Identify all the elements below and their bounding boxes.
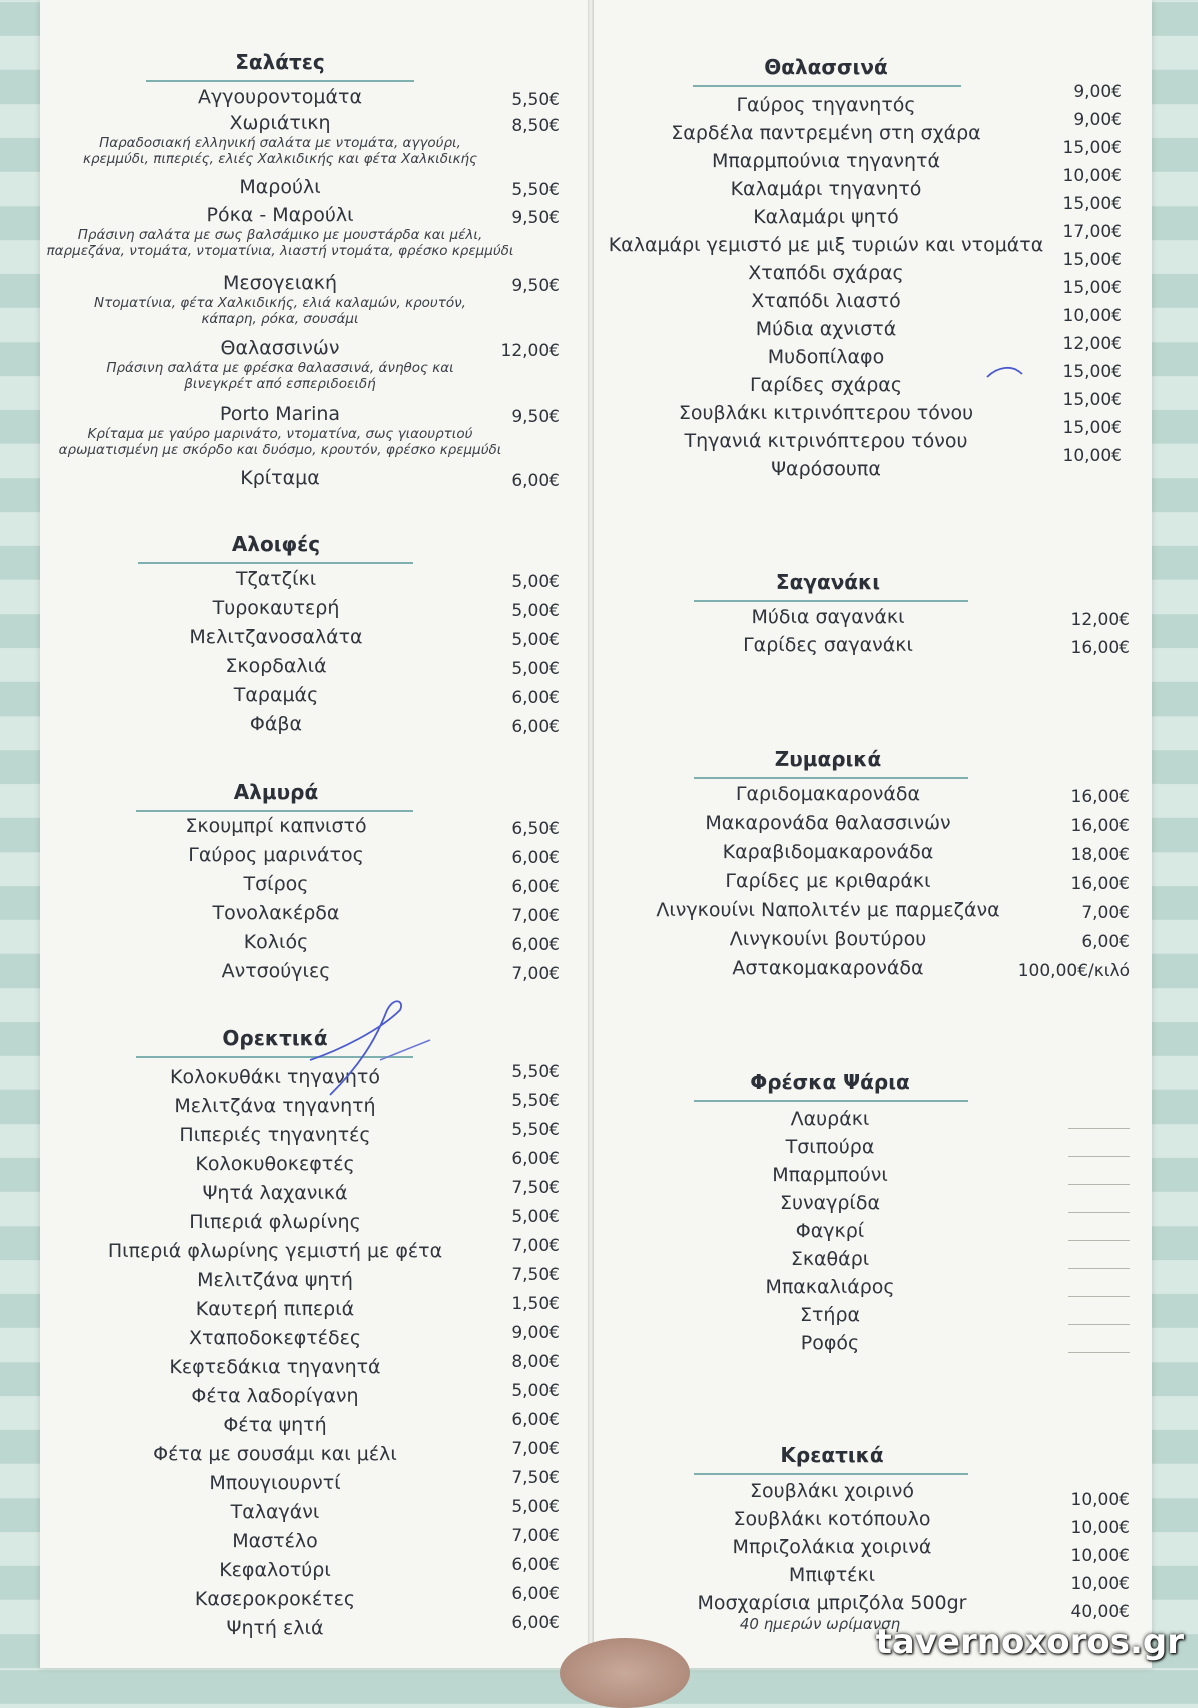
section-title: Αλμυρά <box>233 780 319 804</box>
menu-item-price: 6,00€ <box>511 1410 560 1430</box>
menu-item-name: Μακαρονάδα θαλασσινών <box>705 812 951 834</box>
menu-item-price: 12,00€ <box>1062 334 1122 354</box>
menu-item-price: 100,00€/κιλό <box>1017 961 1130 981</box>
menu-item-price: 10,00€ <box>1070 1546 1130 1566</box>
menu-item-price: 16,00€ <box>1070 787 1130 807</box>
menu-item-price: 9,00€ <box>1073 82 1122 102</box>
menu-item-price: 7,00€ <box>1081 903 1130 923</box>
menu-item-name: Καυτερή πιπεριά <box>195 1298 355 1320</box>
menu-item-name: Τσίρος <box>243 873 309 895</box>
menu-item-price: 15,00€ <box>1062 418 1122 438</box>
menu-item-price: 15,00€ <box>1062 138 1122 158</box>
section-rule <box>694 600 968 602</box>
menu-item-name: Πιπεριά φλωρίνης <box>189 1211 361 1233</box>
menu-item-price: 15,00€ <box>1062 390 1122 410</box>
menu-item-price: 6,00€ <box>511 688 560 708</box>
menu-item-name: Ψητή ελιά <box>226 1617 324 1639</box>
menu-item-price: 6,00€ <box>511 717 560 737</box>
menu-item-price: 16,00€ <box>1070 874 1130 894</box>
menu-item-price: 10,00€ <box>1062 446 1122 466</box>
menu-item-description: Πράσινη σαλάτα με φρέσκα θαλασσινά, άνηθος και <box>106 360 454 376</box>
price-blank-line <box>1068 1212 1130 1213</box>
menu-item-price: 9,50€ <box>511 276 560 296</box>
menu-item-price: 6,00€ <box>511 877 560 897</box>
section-title: Θαλασσινά <box>764 55 888 79</box>
menu-item-price: 5,00€ <box>511 630 560 650</box>
section-title: Φρέσκα Ψάρια <box>750 1070 910 1094</box>
menu-item-price: 10,00€ <box>1062 306 1122 326</box>
menu-item-price: 10,00€ <box>1070 1518 1130 1538</box>
menu-item-description: Πράσινη σαλάτα με σως βαλσάμικο με μουστάρδα και μέλι, <box>77 227 483 243</box>
menu-item-name: Χταπόδι σχάρας <box>748 262 904 284</box>
menu-item-price: 12,00€ <box>500 341 560 361</box>
section-rule <box>694 1473 968 1475</box>
menu-item-price: 17,00€ <box>1062 222 1122 242</box>
menu-item-price: 6,00€ <box>511 1584 560 1604</box>
menu-item-price: 7,50€ <box>511 1265 560 1285</box>
menu-item-price: 5,50€ <box>511 1062 560 1082</box>
section-title: Ορεκτικά <box>222 1026 328 1050</box>
menu-item-price: 7,00€ <box>511 1236 560 1256</box>
menu-item-price: 9,50€ <box>511 208 560 228</box>
menu-item-name: Μπαρμπούνια τηγανητά <box>711 150 941 172</box>
menu-item-name: Λινγκουίνι Ναπολιτέν με παρμεζάνα <box>656 899 1000 921</box>
menu-item-price: 6,00€ <box>511 935 560 955</box>
menu-item-name: Κολιός <box>243 931 309 953</box>
menu-item-name: Μπακαλιάρος <box>765 1276 895 1298</box>
menu-item-price: 5,00€ <box>511 1207 560 1227</box>
menu-item-name: Ταραμάς <box>233 684 319 706</box>
menu-item-price: 7,00€ <box>511 906 560 926</box>
menu-item-price: 6,00€ <box>511 1149 560 1169</box>
menu-item-name: Καλαμάρι γεμιστό με μιξ τυριών και ντομάτα <box>608 234 1044 256</box>
menu-item-price: 15,00€ <box>1062 362 1122 382</box>
menu-item-name: Σκουμπρί καπνιστό <box>185 815 367 837</box>
menu-item-name: Κολοκυθάκι τηγανητό <box>170 1066 380 1088</box>
menu-item-description: αρωματισμένη με σκόρδο και δυόσμο, κρουτόν, φρέσκο κρεμμύδι <box>58 442 502 458</box>
menu-item-description: Κρίταμα με γαύρο μαρινάτο, ντοματίνα, σως γιαουρτιού <box>87 426 473 442</box>
menu-item-name: Γαριδομακαρονάδα <box>735 783 921 805</box>
menu-item-name: Καραβιδομακαρονάδα <box>722 841 934 863</box>
menu-item-price: 5,50€ <box>511 1091 560 1111</box>
menu-item-name: Τζατζίκι <box>235 568 317 590</box>
menu-item-price: 16,00€ <box>1070 816 1130 836</box>
menu-item-name: Μυδοπίλαφο <box>767 346 885 368</box>
menu-item-name: Κεφτεδάκια τηγανητά <box>169 1356 381 1378</box>
menu-item-name: Γαύρος μαρινάτος <box>188 844 364 866</box>
menu-item-price: 10,00€ <box>1062 166 1122 186</box>
menu-item-name: Θαλασσινών <box>220 337 340 359</box>
menu-item-name: Φέτα ψητή <box>223 1414 327 1436</box>
menu-item-price: 15,00€ <box>1062 194 1122 214</box>
menu-item-name: Γαρίδες σαγανάκι <box>743 634 913 656</box>
menu-item-name: Λινγκουίνι βουτύρου <box>729 928 927 950</box>
menu-item-description: κρεμμύδι, πιπεριές, ελιές Χαλκιδικής και φέτα Χαλκιδικής <box>82 151 478 167</box>
menu-item-price: 12,00€ <box>1070 610 1130 630</box>
menu-item-price: 7,50€ <box>511 1468 560 1488</box>
section-rule <box>136 810 413 812</box>
menu-item-name: Μελιτζάνα τηγανητή <box>174 1095 376 1117</box>
menu-item-description: Ντοματίνια, φέτα Χαλκιδικής, ελιά καλαμών, κρουτόν, <box>94 295 466 311</box>
section-rule <box>694 777 968 779</box>
menu-item-name: Μπριζολάκια χοιρινά <box>732 1536 932 1558</box>
menu-item-price: 6,00€ <box>511 471 560 491</box>
menu-item-name: Μπιφτέκι <box>788 1564 876 1586</box>
menu-item-price: 7,00€ <box>511 1439 560 1459</box>
menu-item-description: κάπαρη, ρόκα, σουσάμι <box>201 311 359 327</box>
menu-item-price: 10,00€ <box>1070 1490 1130 1510</box>
price-blank-line <box>1068 1184 1130 1185</box>
menu-item-name: Ρόκα - Μαρούλι <box>206 204 354 226</box>
menu-item-name: Σκαθάρι <box>790 1248 870 1270</box>
menu-item-name: Τσιπούρα <box>785 1136 875 1158</box>
menu-item-name: Φέτα με σουσάμι και μέλι <box>153 1443 397 1465</box>
section-title: Ζυμαρικά <box>774 747 882 771</box>
menu-item-name: Γαρίδες με κριθαράκι <box>725 870 931 892</box>
menu-item-name: Στήρα <box>799 1304 861 1326</box>
pen-scribble <box>280 990 440 1110</box>
menu-item-name: Αντσούγιες <box>221 960 331 982</box>
price-blank-line <box>1068 1324 1130 1325</box>
menu-item-name: Τηγανιά κιτρινόπτερου τόνου <box>684 430 968 452</box>
menu-item-name: Porto Marina <box>219 403 341 425</box>
menu-item-name: Αστακομακαρονάδα <box>732 957 924 979</box>
menu-item-name: Μύδια σαγανάκι <box>751 606 905 628</box>
section-rule <box>693 85 961 87</box>
menu-item-price: 5,50€ <box>511 1120 560 1140</box>
menu-item-description: Παραδοσιακή ελληνική σαλάτα με ντομάτα, αγγούρι, <box>99 135 461 151</box>
menu-item-price: 6,00€ <box>511 848 560 868</box>
menu-item-name: Μελιτζάνα ψητή <box>197 1269 353 1291</box>
pen-mark <box>982 362 1032 392</box>
menu-item-price: 6,00€ <box>511 1555 560 1575</box>
menu-item-name: Μελιτζανοσαλάτα <box>189 626 363 648</box>
menu-item-name: Αγγουροντομάτα <box>197 86 363 108</box>
menu-item-name: Φάβα <box>249 713 303 735</box>
menu-item-name: Μπαρμπούνι <box>772 1164 888 1186</box>
menu-item-name: Σουβλάκι κοτόπουλο <box>733 1508 931 1530</box>
price-blank-line <box>1068 1240 1130 1241</box>
menu-item-price: 8,00€ <box>511 1352 560 1372</box>
section-rule <box>138 562 413 564</box>
menu-item-name: Φαγκρί <box>795 1220 865 1242</box>
menu-item-price: 9,00€ <box>511 1323 560 1343</box>
menu-item-price: 7,00€ <box>511 964 560 984</box>
menu-item-price: 5,00€ <box>511 659 560 679</box>
menu-item-price: 5,50€ <box>511 180 560 200</box>
menu-item-name: Μαστέλο <box>232 1530 318 1552</box>
menu-item-description: βινεγκρέτ από εσπεριδοειδή <box>184 376 376 392</box>
menu-item-name: Σουβλάκι χοιρινό <box>750 1480 914 1502</box>
watermark: tavernoxoros.gr <box>875 1622 1184 1662</box>
menu-item-name: Λαυράκι <box>790 1108 870 1130</box>
section-title: Σαγανάκι <box>775 570 881 594</box>
menu-item-price: 1,50€ <box>511 1294 560 1314</box>
menu-item-name: Χωριάτικη <box>229 112 331 134</box>
menu-item-price: 18,00€ <box>1070 845 1130 865</box>
thumb <box>560 1638 690 1708</box>
menu-item-name: Καλαμάρι ψητό <box>753 206 899 228</box>
menu-item-name: Γαύρος τηγανητός <box>736 94 916 116</box>
menu-item-name: Γαρίδες σχάρας <box>750 374 902 396</box>
menu-item-price: 9,00€ <box>1073 110 1122 130</box>
menu-item-price: 40,00€ <box>1070 1602 1130 1622</box>
menu-item-name: Κολοκυθοκεφτές <box>195 1153 355 1175</box>
menu-item-name: Ψαρόσουπα <box>771 458 881 480</box>
menu-item-name: Μεσογειακή <box>222 272 338 294</box>
price-blank-line <box>1068 1268 1130 1269</box>
menu-item-price: 8,50€ <box>511 116 560 136</box>
price-blank-line <box>1068 1156 1130 1157</box>
menu-item-name: Μπουγιουρντί <box>209 1472 341 1494</box>
menu-item-name: Φέτα λαδορίγανη <box>191 1385 359 1407</box>
menu-item-price: 5,00€ <box>511 601 560 621</box>
menu-item-name: Πιπεριές τηγανητές <box>179 1124 371 1146</box>
menu-item-price: 5,00€ <box>511 1381 560 1401</box>
menu-item-name: Κρίταμα <box>240 467 320 489</box>
section-rule <box>146 80 414 82</box>
price-blank-line <box>1068 1352 1130 1353</box>
menu-item-name: Κεφαλοτύρι <box>219 1559 331 1581</box>
section-rule <box>694 1100 968 1102</box>
menu-item-price: 9,50€ <box>511 407 560 427</box>
menu-item-price: 5,00€ <box>511 572 560 592</box>
menu-item-name: Τυροκαυτερή <box>212 597 340 619</box>
menu-item-name: Πιπεριά φλωρίνης γεμιστή με φέτα <box>107 1240 443 1262</box>
menu-item-name: Ψητά λαχανικά <box>202 1182 348 1204</box>
menu-item-price: 16,00€ <box>1070 638 1130 658</box>
menu-item-name: Χταπόδι λιαστό <box>751 290 901 312</box>
menu-item-price: 7,00€ <box>511 1526 560 1546</box>
section-title: Σαλάτες <box>235 50 325 74</box>
price-blank-line <box>1068 1296 1130 1297</box>
menu-item-name: Σουβλάκι κιτρινόπτερου τόνου <box>678 402 974 424</box>
menu-item-price: 10,00€ <box>1070 1574 1130 1594</box>
menu-item-name: Ταλαγάνι <box>230 1501 320 1523</box>
menu-item-price: 7,50€ <box>511 1178 560 1198</box>
menu-item-name: Τονολακέρδα <box>212 902 340 924</box>
menu-item-price: 6,50€ <box>511 819 560 839</box>
menu-item-name: Καλαμάρι τηγανητό <box>730 178 922 200</box>
menu-item-price: 5,00€ <box>511 1497 560 1517</box>
menu-item-price: 15,00€ <box>1062 278 1122 298</box>
section-title: Αλοιφές <box>231 532 321 556</box>
menu-item-name: Κασεροκροκέτες <box>194 1588 356 1610</box>
menu-item-name: Σαρδέλα παντρεμένη στη σχάρα <box>671 122 981 144</box>
menu-item-name: Μύδια αχνιστά <box>755 318 897 340</box>
price-blank-line <box>1068 1128 1130 1129</box>
menu-item-note: 40 ημερών ωρίμανση <box>739 1615 901 1633</box>
menu-item-price: 5,50€ <box>511 90 560 110</box>
menu-item-name: Συναγρίδα <box>779 1192 881 1214</box>
menu-item-name: Σκορδαλιά <box>225 655 327 677</box>
section-title: Κρεατικά <box>780 1443 884 1467</box>
menu-item-name: Ροφός <box>800 1332 860 1354</box>
menu-item-price: 6,00€ <box>511 1613 560 1633</box>
menu-item-description: παρμεζάνα, ντομάτα, ντοματίνια, λιαστή ντομάτα, φρέσκο κρεμμύδι <box>46 243 514 259</box>
menu-item-name: Μοσχαρίσια μπριζόλα 500gr <box>697 1592 967 1614</box>
menu-item-name: Μαρούλι <box>239 176 321 198</box>
menu-item-price: 6,00€ <box>1081 932 1130 952</box>
menu-item-name: Χταποδοκεφτέδες <box>188 1327 362 1349</box>
menu-item-price: 15,00€ <box>1062 250 1122 270</box>
